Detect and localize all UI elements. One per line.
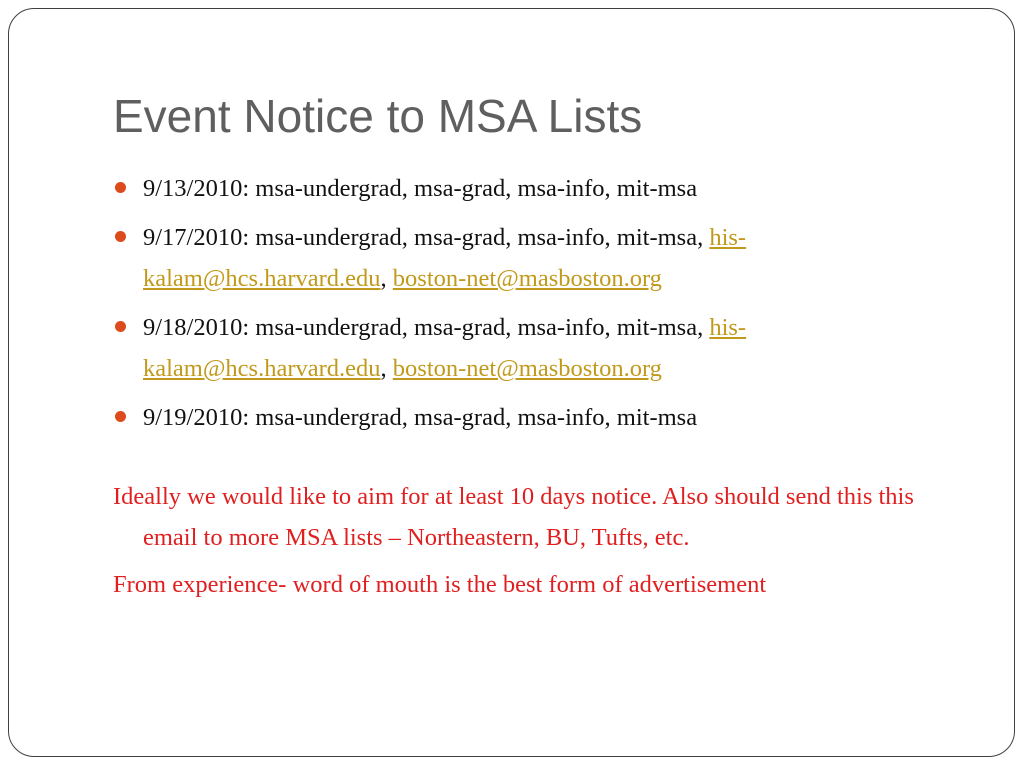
round-bullet-icon: [115, 182, 126, 193]
slide-title: Event Notice to MSA Lists: [113, 90, 643, 142]
round-bullet-icon: [115, 321, 126, 332]
bullet-item: [113, 307, 953, 389]
bullet-item: [113, 217, 953, 299]
email-link-boston-net[interactable]: boston-net@masboston.org: [392, 355, 662, 382]
email-link-his-kalam[interactable]: his-kalam@hcs.harvard.edu: [143, 314, 747, 382]
bullet-item: [113, 397, 953, 438]
note-text: From experience- word of mouth is the best form of advertisement: [113, 571, 767, 598]
email-link-boston-net[interactable]: boston-net@masboston.org: [392, 265, 662, 292]
email-link-his-kalam[interactable]: his-kalam@hcs.harvard.edu: [143, 224, 747, 292]
bullet-text: 9/17/2010: msa-undergrad, msa-grad, msa-info, mit-msa,: [143, 224, 710, 251]
bullet-item: [113, 168, 953, 209]
bullet-text: 9/18/2010: msa-undergrad, msa-grad, msa-info, mit-msa,: [143, 314, 710, 341]
slide-content: [113, 168, 953, 611]
bullet-text: 9/19/2010: msa-undergrad, msa-grad, msa-info, mit-msa: [143, 404, 698, 431]
bullet-text: 9/13/2010: msa-undergrad, msa-grad, msa-info, mit-msa: [143, 175, 698, 202]
link-separator: ,: [380, 355, 393, 382]
bullet-list: [113, 168, 953, 438]
round-bullet-icon: [115, 411, 126, 422]
notes-section: [113, 476, 953, 605]
round-bullet-icon: [115, 231, 126, 242]
note-text: Ideally we would like to aim for at least 10 days notice. Also should send this this email to more MSA lists – Northeastern, BU, Tufts, etc.: [113, 483, 914, 551]
link-separator: ,: [380, 265, 393, 292]
